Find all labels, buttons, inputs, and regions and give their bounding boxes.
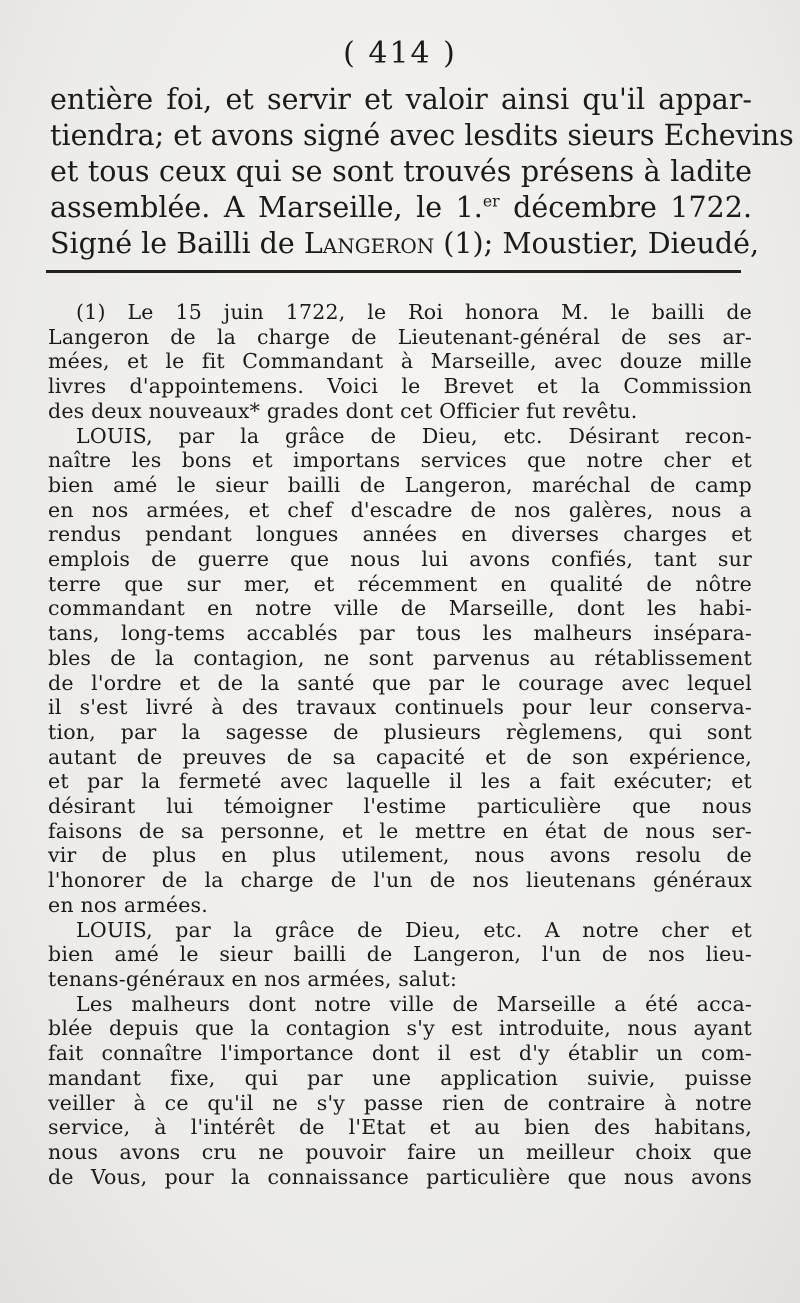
footnote-line: bien amé le sieur bailli de Langeron, maréchal de camp <box>48 472 752 497</box>
signature-rest: (1); Moustier, Dieudé, <box>434 227 760 260</box>
footnote-line: de l'ordre et de la santé que par le courage avec lequel <box>48 670 752 695</box>
footnote-line: autant de preuves de sa capacité et de son expérience, <box>48 744 752 769</box>
footnote-divider <box>46 270 741 273</box>
footnote-line: mandant fixe, qui par une application suivie, puisse <box>48 1065 752 1090</box>
footnote-line: en nos armées, et chef d'escadre de nos galères, nous a <box>48 497 752 522</box>
footnote-line: il s'est livré à des travaux continuels pour leur conserva- <box>48 695 752 720</box>
signature-intro: Signé le Bailli de <box>50 227 304 260</box>
footnote-line: service, à l'intérêt de l'Etat et au bien des habitans, <box>48 1115 752 1140</box>
footnote-line: Les malheurs dont notre ville de Marseille a été acca- <box>76 991 752 1016</box>
footnote-line: mées, et le fit Commandant à Marseille, avec douze mille <box>48 349 752 374</box>
footnote-line: veiller à ce qu'il ne s'y passe rien de contraire à notre <box>48 1090 752 1115</box>
footnote-line: LOUIS, par la grâce de Dieu, etc. Désirant recon- <box>76 423 752 448</box>
footnote-line: livres d'appointemens. Voici le Brevet et la Commission <box>48 374 752 399</box>
footnote-line: des deux nouveaux* grades dont cet Officier fut revêtu. <box>48 398 638 423</box>
main-line: entière foi, et servir et valoir ainsi qu'il appar- <box>50 83 752 116</box>
main-text-block <box>50 82 794 262</box>
footnote-line: rendus pendant longues années en diverses charges et <box>48 522 752 547</box>
footnote-line: nous avons cru ne pouvoir faire un meilleur choix que <box>48 1139 752 1164</box>
main-line: tiendra; et avons signé avec lesdits sieurs Echevins <box>50 119 794 152</box>
main-line <box>50 226 760 262</box>
footnote-line: faisons de sa personne, et le mettre en état de nous ser- <box>48 818 752 843</box>
date-text-end: décembre 1722. <box>499 191 752 224</box>
date-text-start: assemblée. A Marseille, le 1. <box>50 191 483 224</box>
footnote-line: de Vous, pour la connaissance particulière que nous avons <box>48 1164 752 1189</box>
footnote-line: tion, par la sagesse de plusieurs règlemens, qui sont <box>48 719 752 744</box>
footnote-line: Langeron de la charge de Lieutenant-général de ses ar- <box>48 324 752 349</box>
footnote-line: vir de plus en plus utilement, nous avons resolu de <box>48 843 752 868</box>
footnote-block <box>48 300 752 1189</box>
footnote-line: terre que sur mer, et récemment en qualité de nôtre <box>48 571 752 596</box>
footnote-line: tenans-généraux en nos armées, salut: <box>48 966 458 991</box>
main-line <box>50 190 752 226</box>
footnote-line: bien amé le sieur bailli de Langeron, l'un de nos lieu- <box>48 942 752 967</box>
footnote-line: LOUIS, par la grâce de Dieu, etc. A notre cher et <box>76 917 752 942</box>
page-number: ( 414 ) <box>343 36 457 71</box>
footnote-line: en nos armées. <box>48 892 208 917</box>
signer-name: Langeron <box>303 227 435 260</box>
footnote-line: désirant lui témoigner l'estime particulière que nous <box>48 794 752 819</box>
main-line: et tous ceux qui se sont trouvés présens à ladite <box>50 155 752 188</box>
footnote-line: emplois de guerre que nous lui avons confiés, tant sur <box>48 547 752 572</box>
footnote-line: blée depuis que la contagion s'y est introduite, nous ayant <box>48 1016 752 1041</box>
footnote-line: et par la fermeté avec laquelle il les a fait exécuter; et <box>48 769 752 794</box>
ordinal-superscript: er <box>482 191 500 211</box>
footnote-line: (1) Le 15 juin 1722, le Roi honora M. le bailli de <box>76 300 752 324</box>
footnote-line: fait connaître l'importance dont il est d'y établir un com- <box>48 1041 752 1066</box>
footnote-line: naître les bons et importans services que notre cher et <box>48 448 752 473</box>
footnote-line: bles de la contagion, ne sont parvenus au rétablissement <box>48 645 752 670</box>
footnote-line: l'honorer de la charge de l'un de nos lieutenans généraux <box>48 868 752 893</box>
footnote-line: commandant en notre ville de Marseille, dont les habi- <box>48 596 752 621</box>
footnote-line: tans, long-tems accablés par tous les malheurs insépara- <box>48 621 752 646</box>
